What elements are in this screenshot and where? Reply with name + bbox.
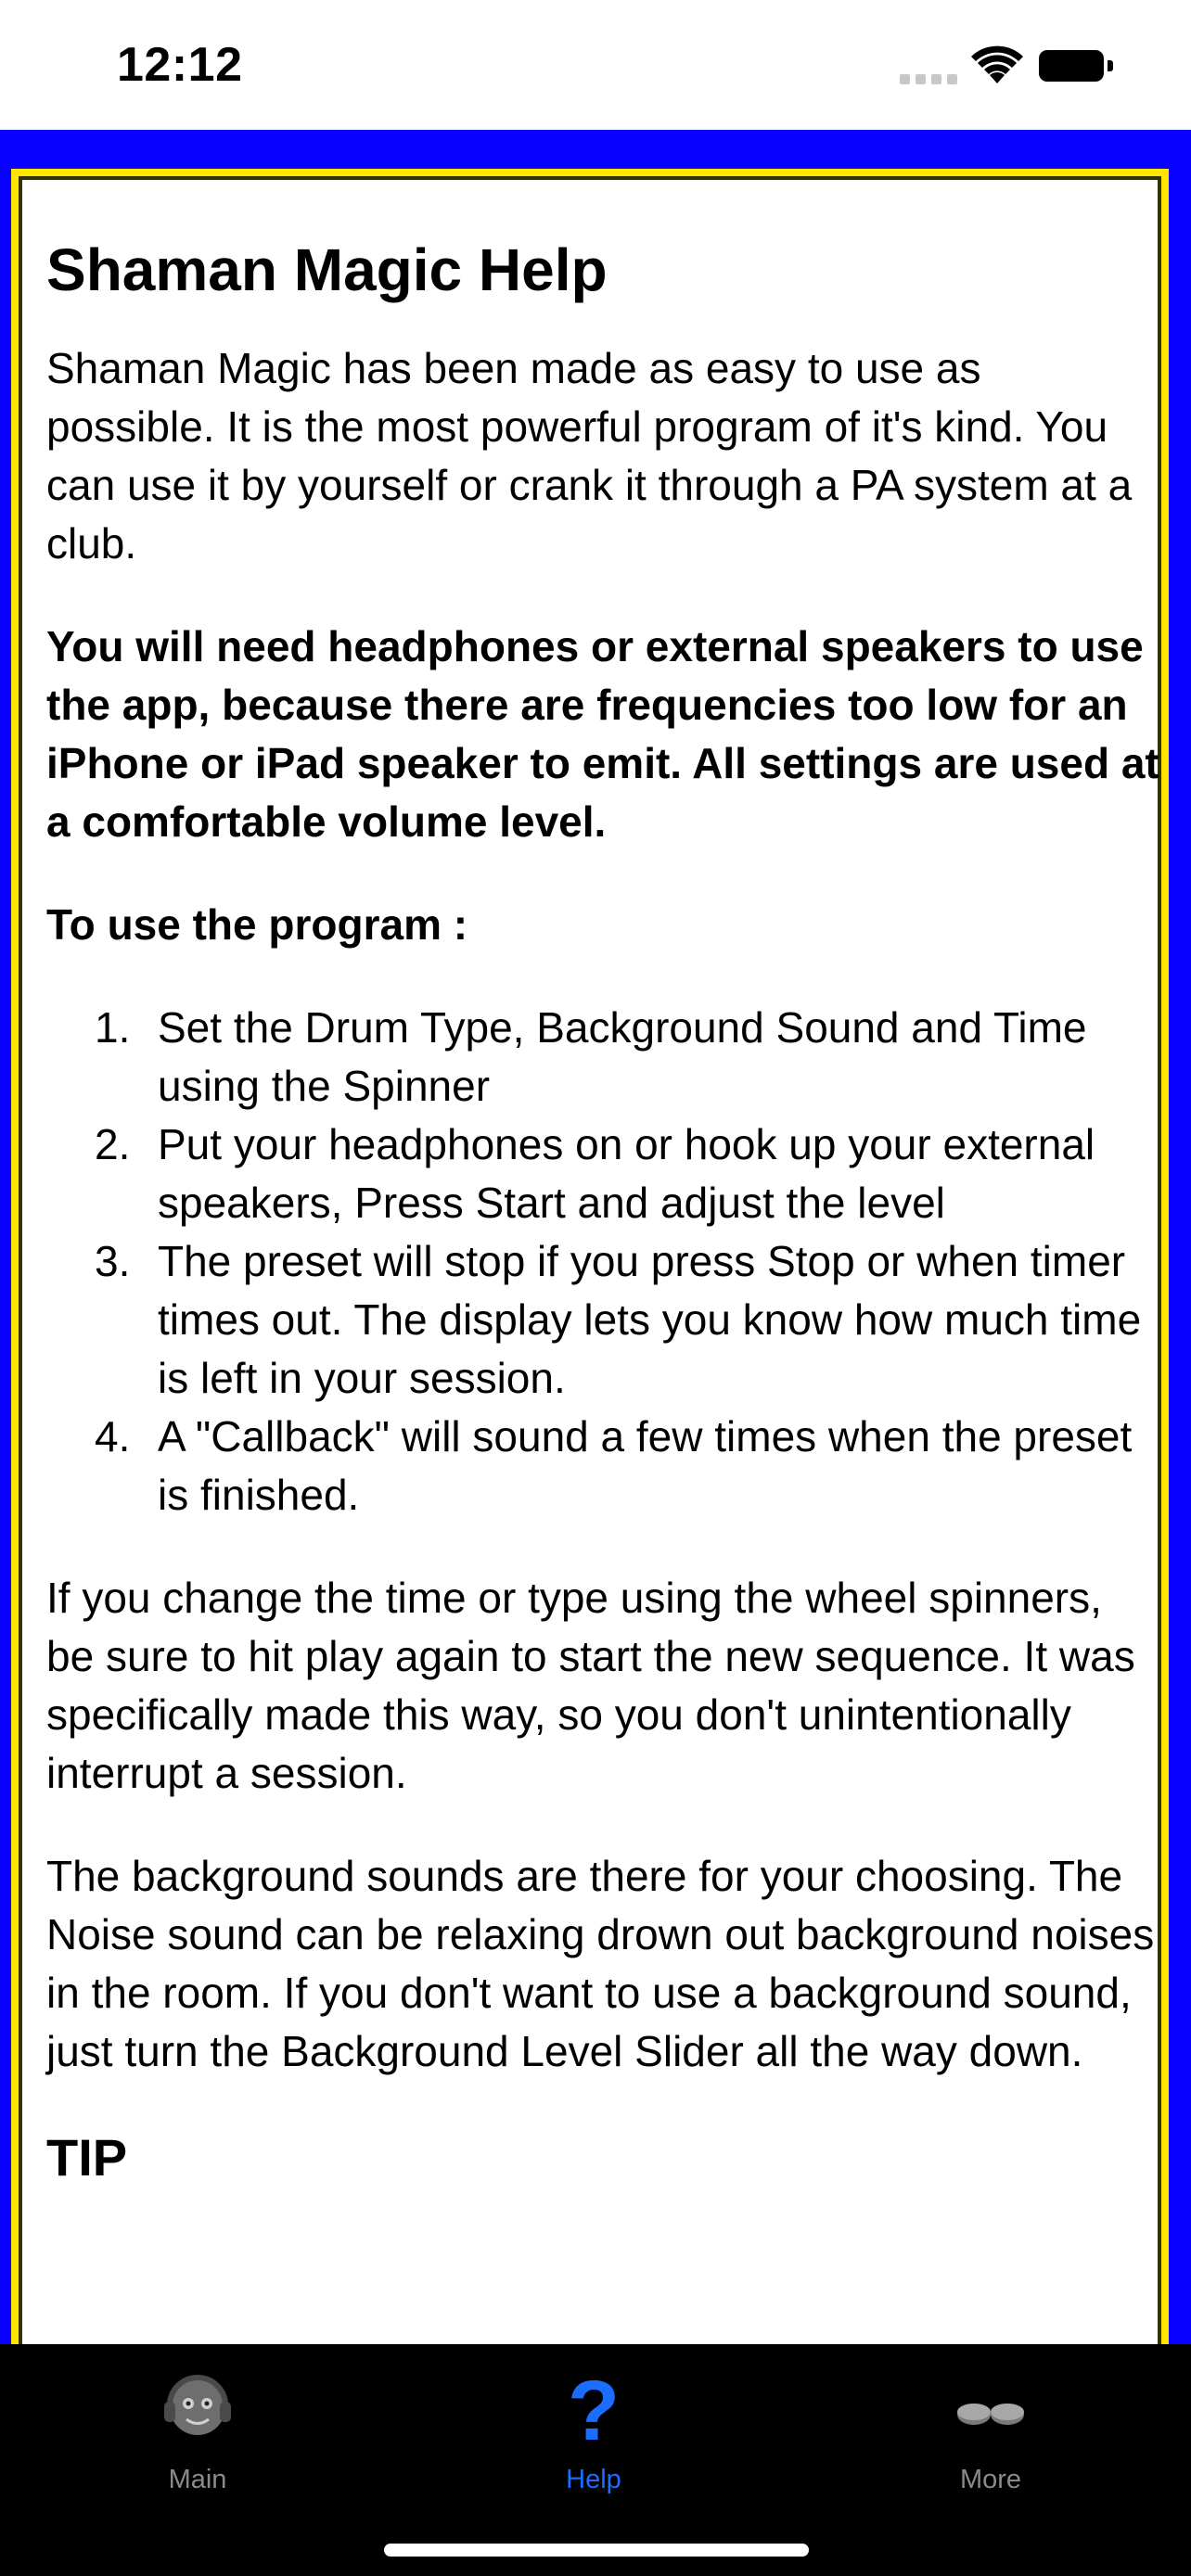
tab-help-label: Help — [566, 2465, 621, 2494]
tab-more-label: More — [959, 2465, 1022, 2494]
help-title: Shaman Magic Help — [46, 236, 608, 303]
list-item — [46, 1232, 1159, 1408]
status-bar — [0, 0, 1191, 130]
list-item — [46, 1408, 1159, 1524]
step-number: 4. — [95, 1412, 131, 1460]
list-item — [46, 999, 1159, 1116]
list-item — [46, 1116, 1159, 1232]
step-text: A "Callback" will sound a few times when the preset is finished. — [158, 1412, 1133, 1519]
help-content-box[interactable] — [11, 169, 1169, 2376]
steps-heading: To use the program : — [46, 900, 468, 949]
battery-icon — [1039, 50, 1115, 83]
step-number: 2. — [95, 1120, 131, 1168]
tab-help[interactable] — [482, 2365, 705, 2504]
tab-main[interactable] — [86, 2365, 309, 2504]
tab-more[interactable] — [879, 2365, 1102, 2504]
status-time: 12:12 — [117, 38, 243, 92]
shaman-face-icon — [160, 2368, 235, 2442]
intro-paragraph: Shaman Magic has been made as easy to use as possible. It is the most powerful program of it's kind. You can use it by yourself or crank it through a PA system at a club. — [46, 344, 1133, 567]
background-paragraph: The background sounds are there for your choosing. The Noise sound can be relaxing drown out background noises in the room. If you don't want to use a background sound, just turn the Background Level Slider all the way down. — [46, 1852, 1155, 2075]
warning-paragraph: You will need headphones or external speakers to use the app, because there are frequencies too low for an iPhone or iPad speaker to emit. All settings are used at a comfortable volume level. — [46, 622, 1159, 846]
cellular-signal-icon — [900, 74, 957, 85]
wifi-icon — [970, 45, 1024, 85]
home-indicator — [384, 2544, 809, 2557]
steps-list — [46, 999, 1159, 1524]
drums-icon — [954, 2387, 1028, 2442]
tab-main-label: Main — [168, 2465, 227, 2494]
question-mark-icon: ? — [567, 2364, 621, 2458]
step-number: 1. — [95, 1003, 131, 1052]
step-number: 3. — [95, 1237, 131, 1285]
help-document — [46, 234, 1159, 2190]
step-text: The preset will stop if you press Stop or when timer times out. The display lets you know how much time is left in your session. — [158, 1237, 1142, 1402]
step-text: Put your headphones on or hook up your external speakers, Press Start and adjust the level — [158, 1120, 1095, 1227]
change-paragraph: If you change the time or type using the wheel spinners, be sure to hit play again to start the new sequence. It was specifically made this way, so you don't unintentionally interrupt a session. — [46, 1574, 1135, 1797]
tab-bar — [0, 2344, 1191, 2576]
tip-heading: TIP — [46, 2128, 128, 2187]
help-frame — [0, 130, 1191, 2344]
step-text: Set the Drum Type, Background Sound and Time using the Spinner — [158, 1003, 1087, 1110]
